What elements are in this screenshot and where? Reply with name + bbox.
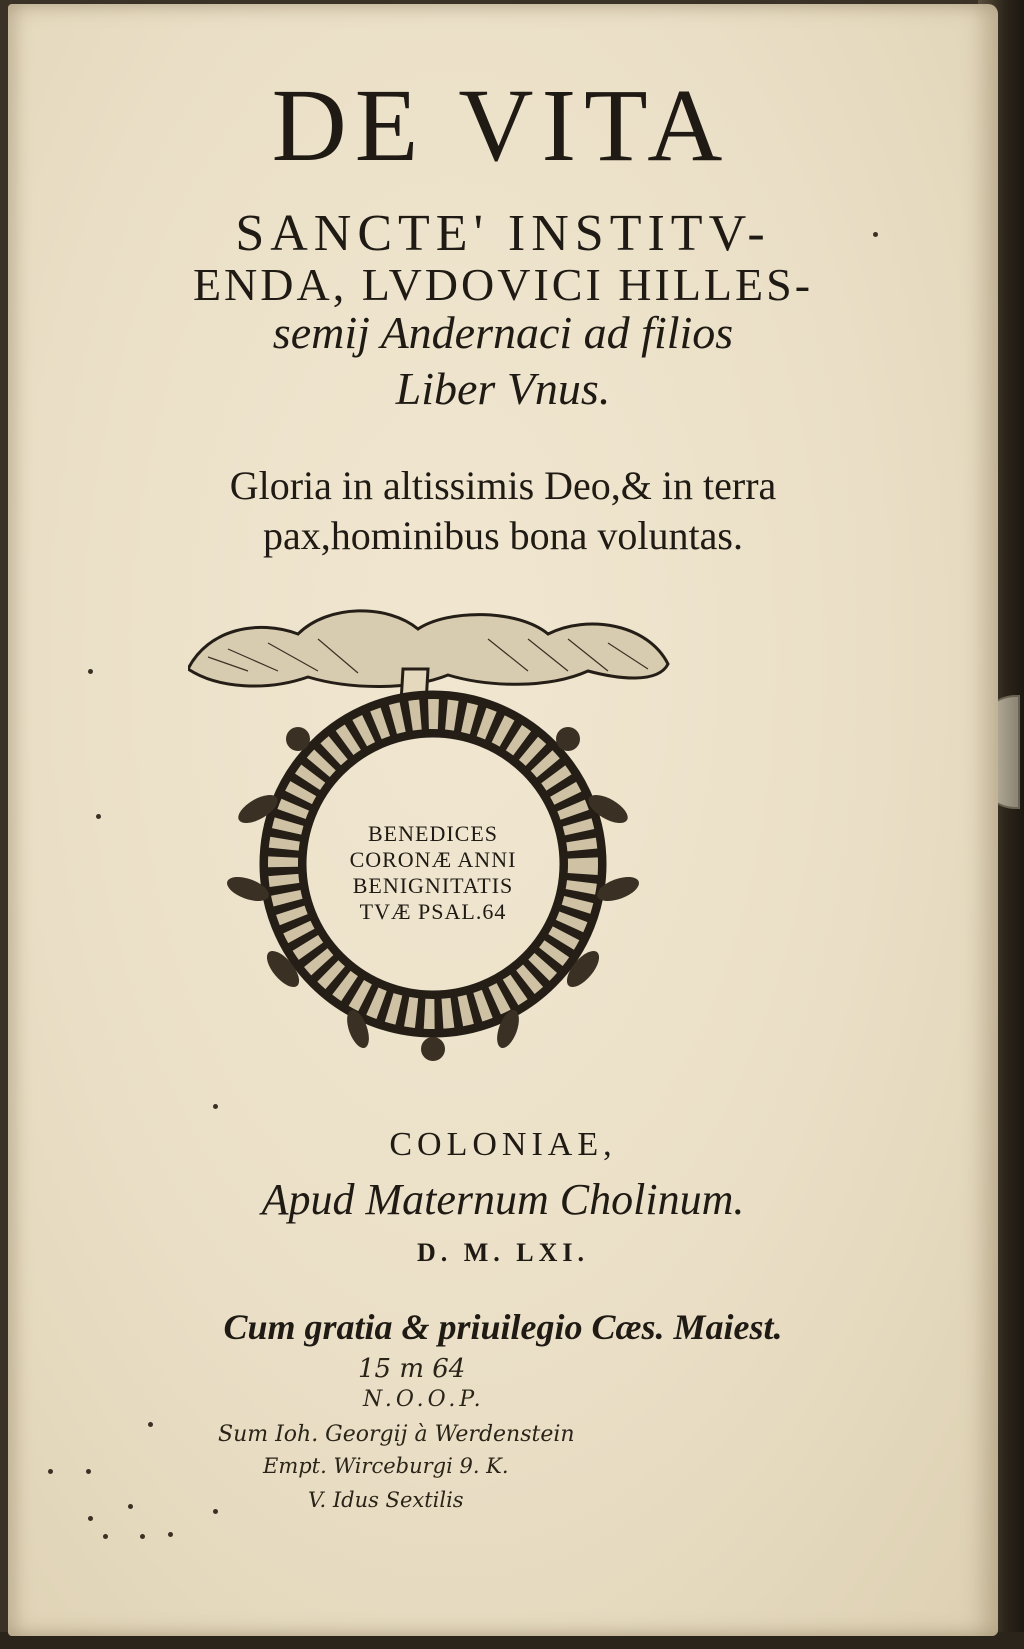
title-line-1: DE VITA [271,68,731,183]
paper-speck [140,1534,145,1539]
handwritten-purchase: Empt. Wirceburgi 9. K. [263,1454,509,1478]
title-line-2: SANCTE' INSTITV- [235,205,771,262]
paper-speck [148,1422,153,1427]
title-line-4: semij Andernaci ad filios [272,307,734,358]
paper-speck [213,1509,218,1514]
paper-speck [213,1104,218,1109]
imprint-privilege: Cum gratia & priuilegio Cæs. Maiest. [223,1307,783,1347]
title-page-sheet [8,4,998,1636]
imprint-date: D. M. LXI. [416,1238,590,1267]
imprint-printer: Apud Maternum Cholinum. [261,1175,745,1224]
printer-device-emblem [188,609,678,1079]
paper-speck [88,1516,93,1521]
paper-speck [88,669,93,674]
paper-speck [96,814,101,819]
motto-line-2: pax,hominibus bona voluntas. [263,513,743,558]
paper-speck [86,1469,91,1474]
title-line-3: ENDA, LVDOVICI HILLES- [192,259,814,310]
emblem-inscription-line-2: CORONÆ ANNI [349,847,517,872]
paper-speck [128,1504,133,1509]
emblem-inscription-line-3: BENIGNITATIS [352,873,514,898]
paper-speck [873,232,878,237]
title-line-5: Liber Vnus. [395,363,611,414]
emblem-inscription-line-1: BENEDICES [368,821,498,846]
imprint-place: COLONIAE, [389,1126,617,1163]
motto-line-1: Gloria in altissimis Deo,& in terra [229,463,777,508]
handwritten-motto: N.O.O.P. [363,1387,485,1412]
paper-speck [103,1534,108,1539]
paper-speck [48,1469,53,1474]
handwritten-ownership: Sum Ioh. Georgij à Werdenstein [218,1422,575,1447]
paper-speck [168,1532,173,1537]
emblem-inscription-line-4: TVÆ PSAL.64 [359,899,507,924]
handwritten-date: V. Idus Sextilis [308,1488,464,1512]
handwritten-year: 15 m 64 [358,1354,466,1384]
